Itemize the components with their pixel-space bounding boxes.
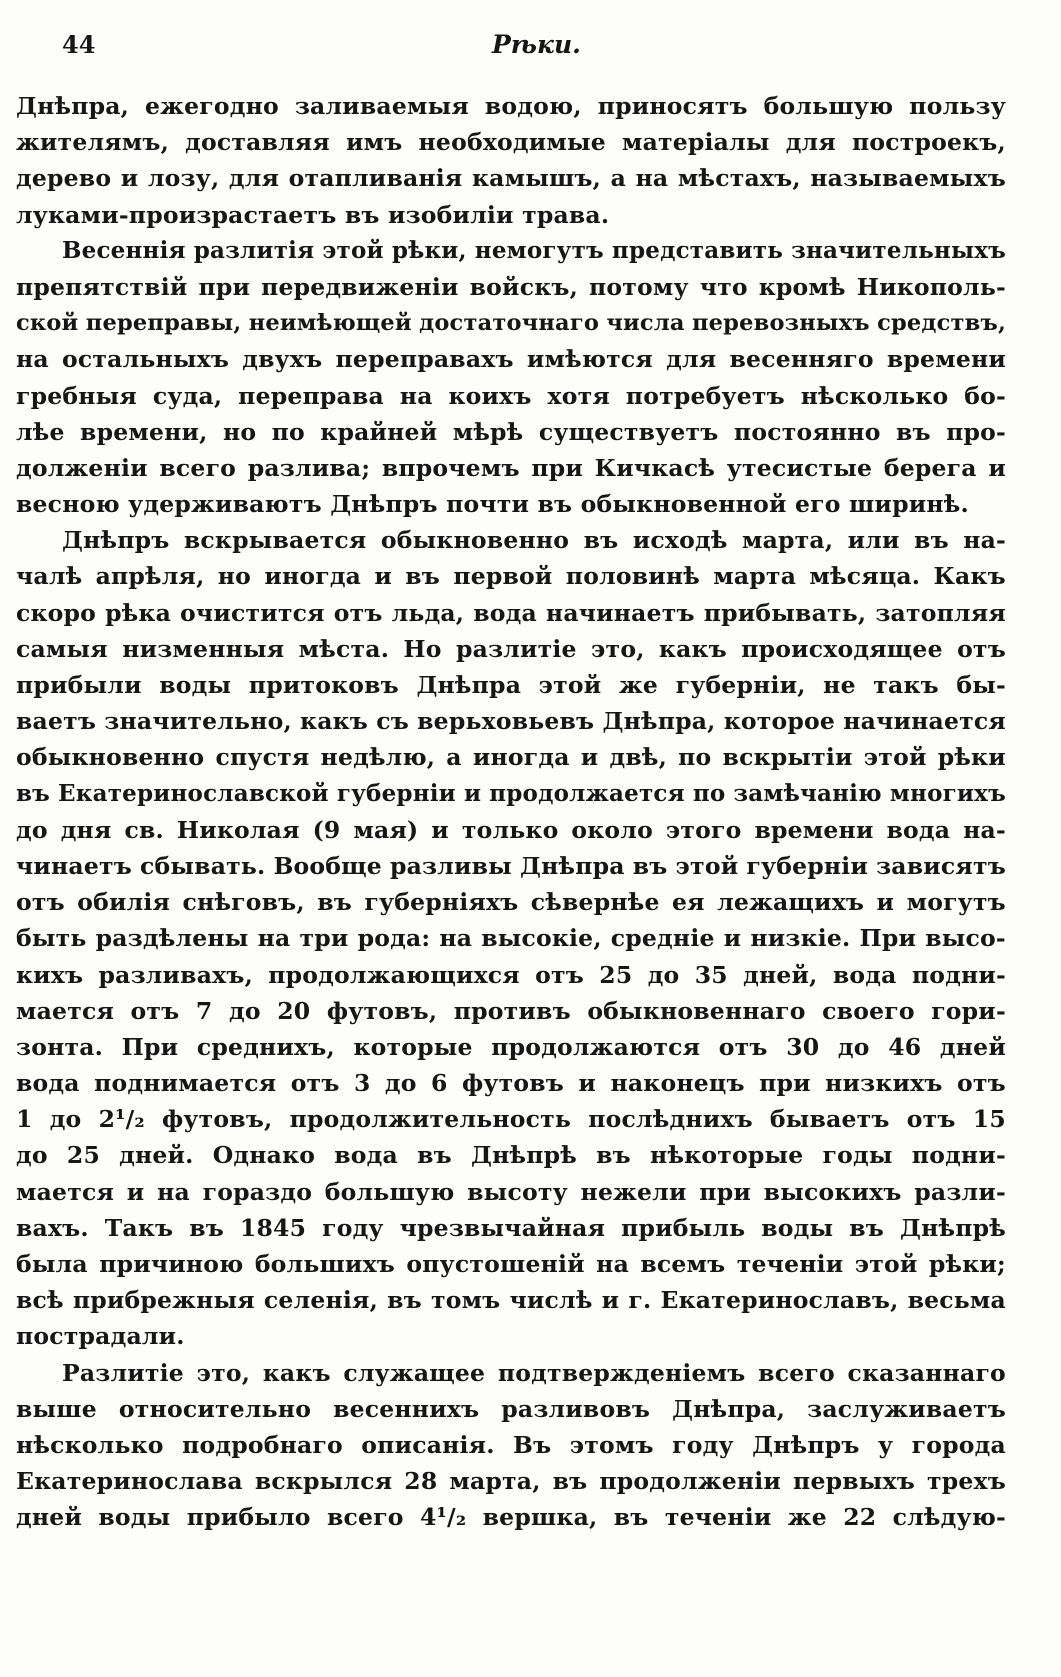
text-line: Днѣпръ вскрывается обыкновенно въ исходѣ марта, или въ на-	[62, 526, 1006, 555]
body-text	[16, 88, 1006, 1536]
text-line: кихъ разливахъ, продолжающихся отъ 25 до 35 дней, вода подни-	[16, 960, 1006, 989]
text-line: 1 до 2¹/₂ футовъ, продолжительность послѣднихъ бываетъ отъ 15	[16, 1105, 1006, 1134]
text-line: отъ обилія снѣговъ, въ губерніяхъ сѣвернѣе ея лежащихъ и могутъ	[16, 888, 1006, 917]
text-line: нѣсколько подробнаго описанія. Въ этомъ году Днѣпръ у города	[16, 1430, 1006, 1459]
text-line: самыя низменныя мѣста. Но разлитіе это, какъ происходящее отъ	[16, 634, 1006, 663]
text-line: прибыли воды притоковъ Днѣпра этой же губерніи, не такъ бы-	[16, 671, 1006, 699]
text-line: вахъ. Такъ въ 1845 году чрезвычайная прибыль воды въ Днѣпрѣ	[16, 1213, 1006, 1242]
text-line: долженіи всего разлива; впрочемъ при Кичкасѣ утесистые берега и	[16, 453, 1006, 482]
text-line: дней воды прибыло всего 4¹/₂ вершка, въ теченіи же 22 слѣдую-	[16, 1503, 1006, 1532]
text-line: мается отъ 7 до 20 футовъ, противъ обыкновеннаго своего гори-	[16, 996, 1006, 1025]
page-number: 44	[62, 30, 96, 59]
text-line: гребныя суда, переправа на коихъ хотя потребуетъ нѣсколько бо-	[16, 381, 1006, 410]
text-line: Днѣпра, ежегодно заливаемыя водою, приносятъ большую пользу	[16, 92, 1006, 120]
text-line: до дня св. Николая (9 мая) и только около этого времени вода на-	[16, 815, 1006, 844]
text-line: лѣе времени, но по крайней мѣрѣ существуетъ постоянно въ про-	[16, 417, 1006, 446]
text-line: въ Екатеринославской губерніи и продолжается по замѣчанію многихъ	[16, 779, 1006, 807]
text-line: Екатеринослава вскрылся 28 марта, въ продолженіи первыхъ трехъ	[16, 1467, 1006, 1496]
text-line: на остальныхъ двухъ переправахъ имѣются для весенняго времени	[16, 345, 1006, 374]
text-line: луками-произрастаетъ въ изобиліи трава.	[16, 200, 610, 229]
text-line: всѣ прибрежныя селенія, въ томъ числѣ и г. Екатеринославъ, весьма	[16, 1286, 1006, 1315]
text-line: Разлитіе это, какъ служащее подтвержденіемъ всего сказаннаго	[62, 1358, 1006, 1387]
text-line: скоро рѣка очистится отъ льда, вода начинаетъ прибывать, затопляя	[16, 598, 1006, 627]
text-line: ской переправы, неимѣющей достаточнаго числа перевозныхъ средствъ,	[16, 310, 1006, 337]
text-line: чинаетъ сбывать. Вообще разливы Днѣпра въ этой губерніи зависятъ	[16, 851, 1006, 880]
page-header	[62, 30, 992, 70]
text-line: жителямъ, доставляя имъ необходимые матеріалы для построекъ,	[16, 128, 1006, 157]
running-head: Рѣки.	[492, 30, 581, 59]
text-line: чалѣ апрѣля, но иногда и въ первой половинѣ марта мѣсяца. Какъ	[16, 562, 1006, 591]
text-line: Весеннія разлитія этой рѣки, немогутъ представить значительныхъ	[62, 236, 1006, 264]
text-line: была причиною большихъ опустошеній на всемъ теченіи этой рѣки;	[16, 1250, 1006, 1278]
text-line: вода поднимается отъ 3 до 6 футовъ и наконецъ при низкихъ отъ	[16, 1069, 1006, 1098]
text-line: обыкновенно спустя недѣлю, а иногда и двѣ, по вскрытіи этой рѣки	[16, 743, 1006, 772]
text-line: выше относительно весеннихъ разливовъ Днѣпра, заслуживаетъ	[16, 1394, 1006, 1423]
text-line: дерево и лозу, для отапливанія камышъ, а на мѣстахъ, называемыхъ	[16, 164, 1006, 193]
text-line: пострадали.	[16, 1322, 185, 1351]
text-line: до 25 дней. Однако вода въ Днѣпрѣ въ нѣкоторые годы подни-	[16, 1141, 1006, 1170]
text-line: весною удерживаютъ Днѣпръ почти въ обыкновенной его ширинѣ.	[16, 490, 969, 519]
text-line: ваетъ значительно, какъ съ верьховьевъ Днѣпра, которое начинается	[16, 707, 1006, 736]
text-line: мается и на гораздо большую высоту нежели при высокихъ разли-	[16, 1177, 1006, 1206]
text-line: быть раздѣлены на три рода: на высокіе, средніе и низкіе. При высо-	[16, 924, 1006, 953]
text-line: зонта. При среднихъ, которые продолжаются отъ 30 до 46 дней	[16, 1032, 1006, 1061]
text-line: препятствій при передвиженіи войскъ, потому что кромѣ Никополь-	[16, 272, 1006, 301]
